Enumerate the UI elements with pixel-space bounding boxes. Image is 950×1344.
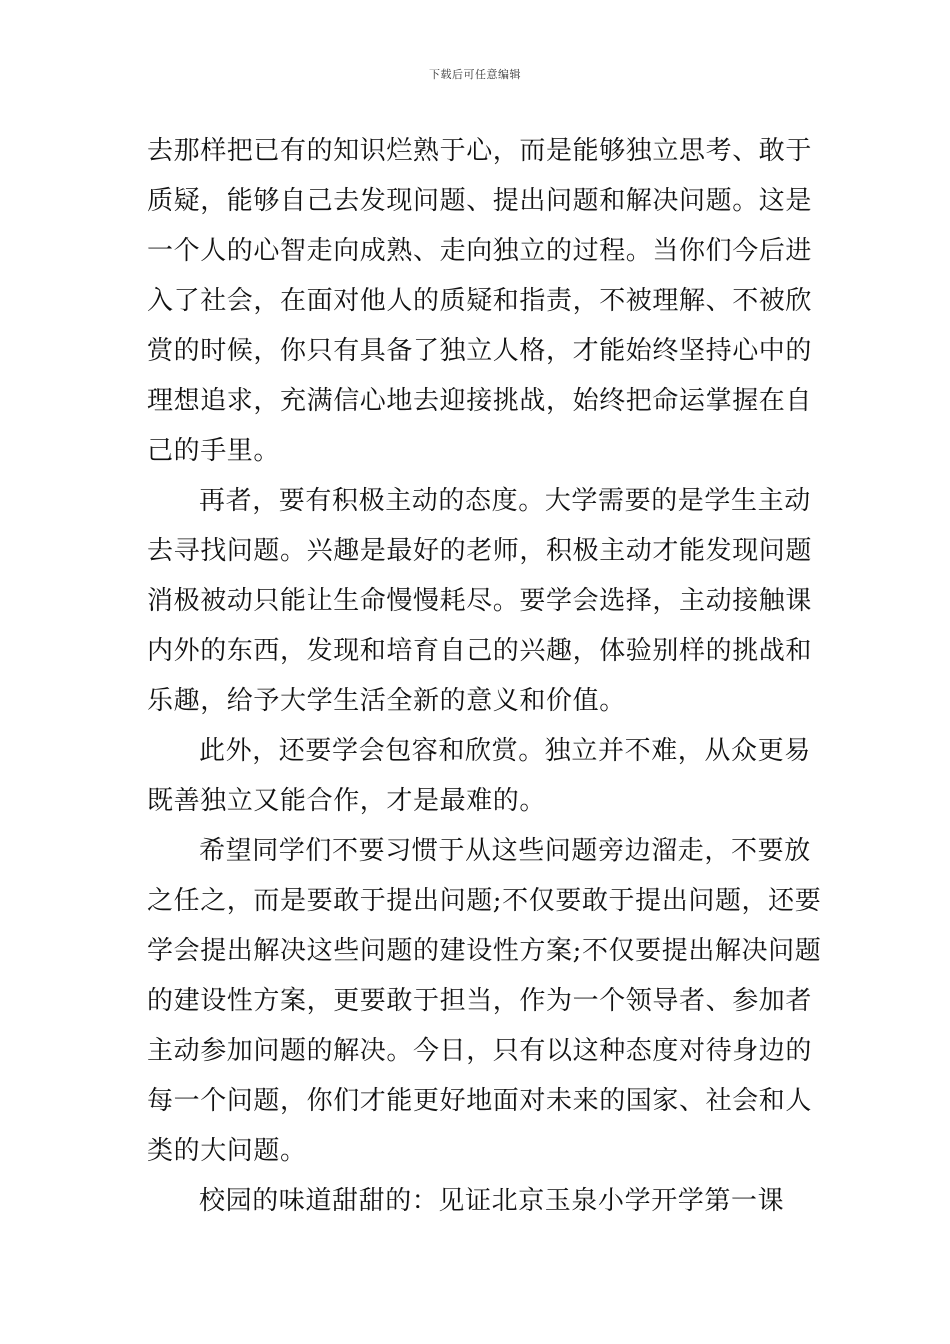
text-line: 之任之，而是要敢于提出问题;不仅要敢于提出问题，还要 [147, 886, 822, 916]
text-line: 入了社会，在面对他人的质疑和指责，不被理解、不被欣 [147, 286, 813, 316]
text-line: 赏的时候，你只有具备了独立人格，才能始终坚持心中的 [147, 336, 813, 366]
text-line: 此外，还要学会包容和欣赏。独立并不难，从众更易 [199, 736, 811, 766]
text-line: 的建设性方案，更要敢于担当，作为一个领导者、参加者 [147, 986, 813, 1016]
page-header: 下载后可任意编辑 [429, 68, 521, 81]
text-line: 类的大问题。 [147, 1136, 307, 1166]
text-line: 内外的东西，发现和培育自己的兴趣，体验别样的挑战和 [147, 636, 813, 666]
text-line: 希望同学们不要习惯于从这些问题旁边溜走，不要放 [199, 836, 811, 866]
text-line: 学会提出解决这些问题的建设性方案;不仅要提出解决问题 [147, 936, 822, 966]
text-line: 去寻找问题。兴趣是最好的老师，积极主动才能发现问题 [147, 536, 813, 566]
text-line: 主动参加问题的解决。今日，只有以这种态度对待身边的 [147, 1036, 813, 1066]
text-line: 每一个问题，你们才能更好地面对未来的国家、社会和人 [147, 1086, 813, 1116]
text-line: 己的手里。 [147, 436, 281, 466]
text-line: 一个人的心智走向成熟、走向独立的过程。当你们今后进 [147, 236, 813, 266]
text-line: 再者，要有积极主动的态度。大学需要的是学生主动 [199, 486, 811, 516]
document-body [147, 126, 822, 1226]
text-line: 理想追求，充满信心地去迎接挑战，始终把命运掌握在自 [147, 386, 813, 416]
text-line: 去那样把已有的知识烂熟于心，而是能够独立思考、敢于 [147, 136, 813, 166]
text-line: 乐趣，给予大学生活全新的意义和价值。 [147, 686, 626, 716]
text-line: 消极被动只能让生命慢慢耗尽。要学会选择，主动接触课 [147, 586, 813, 616]
text-line: 校园的味道甜甜的：见证北京玉泉小学开学第一课 [199, 1186, 785, 1216]
text-line: 既善独立又能合作，才是最难的。 [147, 786, 547, 816]
text-line: 质疑，能够自己去发现问题、提出问题和解决问题。这是 [147, 186, 813, 216]
